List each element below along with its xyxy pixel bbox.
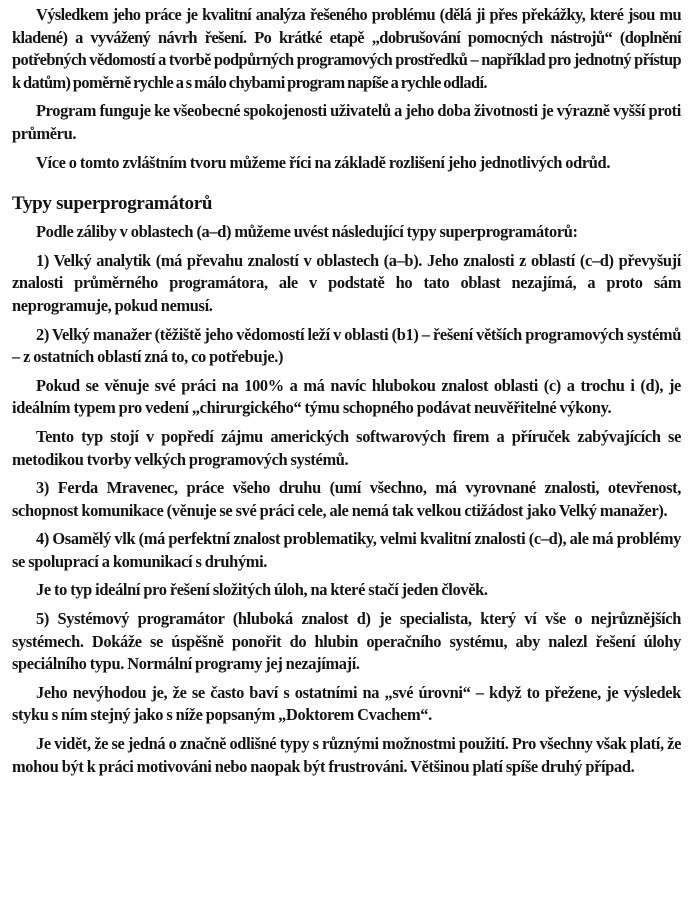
paragraph-type-system-programmer: 5) Systémový programátor (hluboká znalost d) je specialista, který ví vše o nejrůznějších systémech. Dokáže se úspěšně ponořit do hlubin operačního systému, aby nalezl řešení úlohy speciálního typu. Normální programy jej nezajímají. xyxy=(12,609,681,674)
paragraph-lone-wolf-ideal: Je to typ ideální pro řešení složitých úloh, na které stačí jeden člověk. xyxy=(36,580,488,600)
paragraph-types-intro: Podle záliby v oblastech (a–d) můžeme uvést následující typy superprogramátorů: xyxy=(36,222,578,242)
paragraph-manager-surgical-team: Pokud se věnuje své práci na 100% a má navíc hlubokou znalost oblasti (c) a trochu i (d), je ideálním typem pro vedení „chirurgického“ týmu schopného podávat neuvěřitelné výkony. xyxy=(12,375,681,418)
paragraph-type-ferda: 3) Ferda Mravenec, práce všeho druhu (umí všechno, má vyrovnané znalosti, otevřenost, schopnost komunikace (věnuje se své práci cele, ale nemá tak velkou ctižádost jako Velký manažer). xyxy=(12,478,681,520)
intro-paragraph-program-lifetime: Program funguje ke všeobecné spokojenosti uživatelů a jeho doba životnosti je výrazně vyšší proti průměru. xyxy=(12,101,681,143)
paragraph-manager-american-firms: Tento typ stojí v popředí zájmu amerických softwarových firem a příruček zabývajících se metodikou tvorby velkých programových systémů. xyxy=(12,426,681,469)
paragraph-type-manager: 2) Velký manažer (těžiště jeho vědomostí leží v oblasti (b1) – řešení větších programových systémů – z ostatních oblastí zná to, co potřebuje.) xyxy=(12,324,681,367)
intro-paragraph-varieties: Více o tomto zvláštním tvoru můžeme říci na základě rozlišení jeho jednotlivých odrůd. xyxy=(36,152,611,172)
section-heading: Typy superprogramátorů xyxy=(12,193,213,215)
paragraph-type-lone-wolf: 4) Osamělý vlk (má perfektní znalost problematiky, velmi kvalitní znalosti (c–d), ale má problémy se spoluprací a komunikací s druhými. xyxy=(12,529,681,571)
paragraph-type-analyst: 1) Velký analytik (má převahu znalostí v oblastech (a–b). Jeho znalosti z oblastí (c–d) převyšují znalosti průměrného programátora, ale v podstatě ho tato oblast nezajímá, a proto sám neprogramuje, pokud nemusí. xyxy=(12,250,681,315)
paragraph-conclusion: Je vidět, že se jedná o značně odlišné typy s různými možnostmi použití. Pro všechny však platí, že mohou být k práci motivováni nebo naopak být frustrováni. Většinou platí spíše druhý případ. xyxy=(12,734,681,776)
paragraph-system-programmer-drawback: Jeho nevýhodou je, že se často baví s ostatními na „své úrovni“ – když to přežene, je výsledek styku s ním stejný jako s níže popsaným „Doktorem Cvachem“. xyxy=(12,682,681,725)
intro-paragraph-analysis-result: Výsledkem jeho práce je kvalitní analýza řešeného problému (dělá ji přes překážky, které jsou mu kladené) a vyvážený návrh řešení. Po krátké etapě „dobrušování pomocných nástrojů“ (doplnění potřebných vědomostí a tvorbě podpůrných programových prostředků – například pro jednotný přístup k datům) poměrně rychle a s málo chybami program napíše a rychle odladí. xyxy=(12,5,681,92)
